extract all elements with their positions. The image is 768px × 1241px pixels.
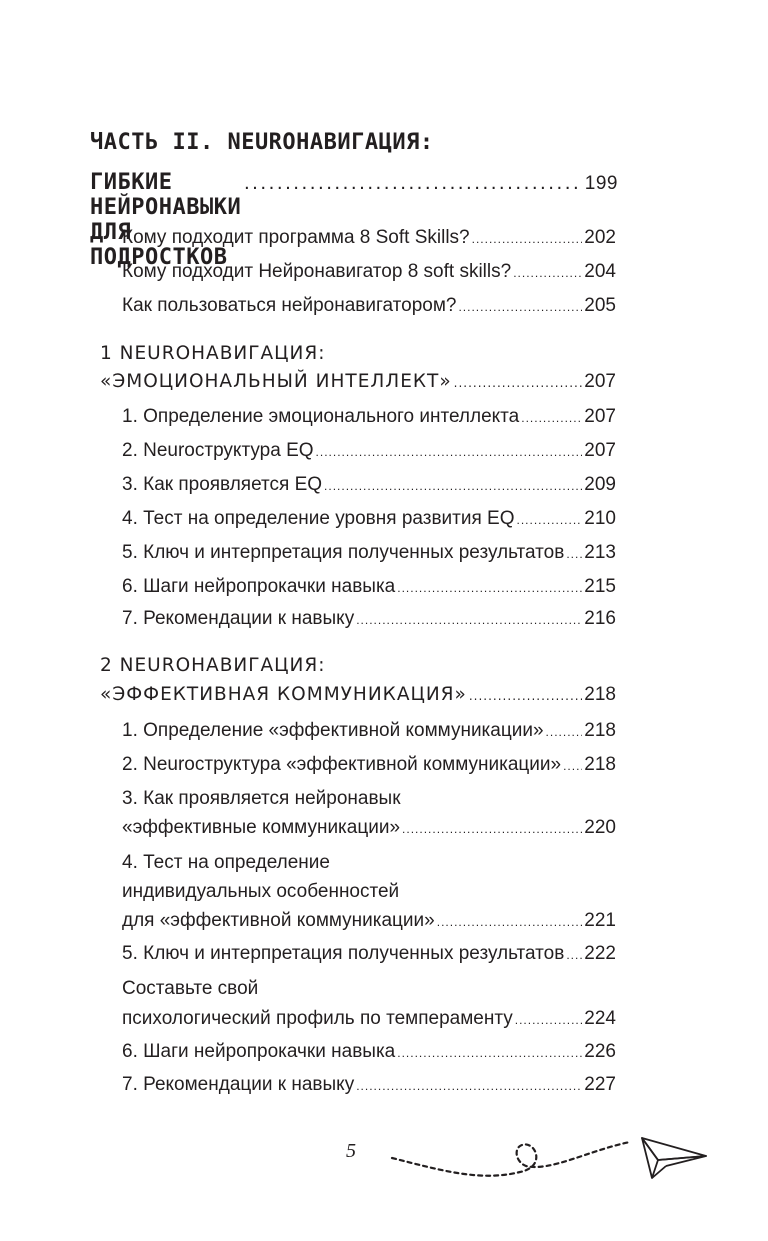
dot-leader — [437, 910, 583, 934]
dot-leader — [513, 261, 582, 285]
toc-entry-title: для «эффективной коммуникации» — [122, 910, 435, 931]
toc-entry-page: 218 — [584, 754, 616, 775]
toc-entry[interactable] — [122, 607, 616, 632]
toc-entry-page: 226 — [584, 1041, 616, 1062]
toc-entry-page: 220 — [584, 817, 616, 838]
toc-entry-title: 7. Рекомендации к навыку — [122, 1074, 355, 1095]
toc-entry-title: 1. Определение эмоционального интеллекта — [122, 406, 520, 427]
toc-entry[interactable] — [122, 719, 616, 744]
page-number: 5 — [346, 1140, 356, 1162]
toc-entry-page: 218 — [584, 720, 616, 741]
part-page: 199 — [584, 173, 618, 194]
toc-entry-title: 5. Ключ и интерпретация полученных результатов — [122, 542, 565, 563]
dot-leader — [458, 295, 582, 319]
toc-entry[interactable] — [122, 473, 616, 498]
toc-entry[interactable] — [122, 1040, 616, 1065]
toc-entry[interactable] — [122, 1007, 616, 1032]
toc-entry-page: 204 — [584, 261, 616, 282]
toc-entry-title: 7. Рекомендации к навыку — [122, 608, 355, 629]
dot-leader — [521, 406, 582, 430]
toc-entry[interactable] — [122, 816, 616, 841]
toc-entry[interactable] — [122, 260, 616, 285]
toc-entry[interactable] — [122, 1073, 616, 1098]
toc-entry-page: 207 — [584, 440, 616, 461]
dot-leader — [454, 371, 583, 395]
toc-entry-title-line1: Составьте свой — [122, 978, 259, 999]
dot-leader — [566, 943, 582, 967]
toc-entry-page: 216 — [584, 608, 616, 629]
dot-leader — [515, 1008, 583, 1032]
toc-entry[interactable] — [122, 405, 616, 430]
dot-leader — [243, 178, 583, 192]
dot-leader — [397, 576, 582, 600]
toc-entry-title: «эффективные коммуникации» — [122, 817, 401, 838]
dot-leader — [517, 508, 583, 532]
dot-leader — [402, 817, 582, 841]
toc-entry-page: 202 — [584, 227, 616, 248]
toc-entry-page: 227 — [584, 1074, 616, 1095]
toc-entry[interactable] — [122, 294, 616, 319]
paper-plane-icon — [380, 1120, 720, 1190]
toc-entry-page: 213 — [584, 542, 616, 563]
toc-entry-page: 222 — [584, 943, 616, 964]
toc-entry-title: Кому подходит Нейронавигатор 8 soft skills? — [122, 261, 512, 282]
toc-entry-title: Кому подходит программа 8 Soft Skills? — [122, 227, 470, 248]
toc-entry-title: 2. Neuroструктура «эффективной коммуникации» — [122, 754, 562, 775]
toc-entry[interactable] — [122, 753, 616, 778]
dot-leader — [316, 440, 583, 464]
chapter2-title-line2: «ЭФФЕКТИВНАЯ КОММУНИКАЦИЯ» — [100, 684, 467, 705]
dot-leader — [563, 754, 582, 778]
toc-entry-title: 5. Ключ и интерпретация полученных результатов — [122, 943, 565, 964]
toc-entry[interactable] — [122, 541, 616, 566]
dot-leader — [397, 1041, 582, 1065]
toc-entry-title: 6. Шаги нейропрокачки навыка — [122, 576, 396, 597]
toc-entry-title: 3. Как проявляется EQ — [122, 474, 323, 495]
toc-entry-page: 224 — [584, 1008, 616, 1029]
toc-entry-title: 4. Тест на определение уровня развития EQ — [122, 508, 515, 529]
part-title-line2-row[interactable] — [90, 170, 618, 270]
toc-entry-title: 2. Neuroструктура EQ — [122, 440, 314, 461]
dot-leader — [324, 474, 582, 498]
toc-entry[interactable] — [122, 507, 616, 532]
toc-entry[interactable] — [122, 942, 616, 967]
toc-entry-title-line1: 3. Как проявляется нейронавык — [122, 788, 401, 809]
toc-entry-page: 210 — [584, 508, 616, 529]
toc-entry[interactable] — [122, 575, 616, 600]
toc-entry-title: психологический профиль по темпераменту — [122, 1008, 513, 1029]
chapter1-title-line2: «ЭМОЦИОНАЛЬНЫЙ ИНТЕЛЛЕКТ» — [100, 371, 452, 392]
dot-leader — [356, 1074, 582, 1098]
toc-entry-title-line2: индивидуальных особенностей — [122, 881, 400, 902]
chapter1-page: 207 — [584, 371, 616, 392]
dot-leader — [472, 227, 583, 251]
chapter1-heading[interactable] — [100, 370, 616, 395]
chapter2-heading[interactable] — [100, 683, 616, 708]
chapter2-page: 218 — [584, 684, 616, 705]
dot-leader — [469, 684, 582, 708]
dot-leader — [566, 542, 582, 566]
toc-entry-page: 209 — [584, 474, 616, 495]
part-title-line2: ГИБКИЕ НЕЙРОНАВЫКИ ДЛЯ ПОДРОСТКОВ — [90, 170, 242, 270]
part-title-line1: ЧАСТЬ II. NEUROНАВИГАЦИЯ: — [90, 130, 434, 155]
dot-leader — [546, 720, 583, 744]
toc-entry-title: 6. Шаги нейропрокачки навыка — [122, 1041, 396, 1062]
toc-entry-page: 221 — [584, 910, 616, 931]
toc-entry[interactable] — [122, 226, 616, 251]
toc-entry-title: Как пользоваться нейронавигатором? — [122, 295, 457, 316]
toc-entry[interactable] — [122, 909, 616, 934]
toc-entry-page: 205 — [584, 295, 616, 316]
toc-entry-title: 1. Определение «эффективной коммуникации» — [122, 720, 544, 741]
dot-leader — [356, 608, 582, 632]
toc-entry-title-line1: 4. Тест на определение — [122, 852, 330, 873]
chapter2-title-line1: 2 NEURОНАВИГАЦИЯ: — [100, 655, 326, 676]
toc-entry-page: 215 — [584, 576, 616, 597]
toc-entry-page: 207 — [584, 406, 616, 427]
toc-entry[interactable] — [122, 439, 616, 464]
chapter1-title-line1: 1 NEURОНАВИГАЦИЯ: — [100, 343, 326, 364]
